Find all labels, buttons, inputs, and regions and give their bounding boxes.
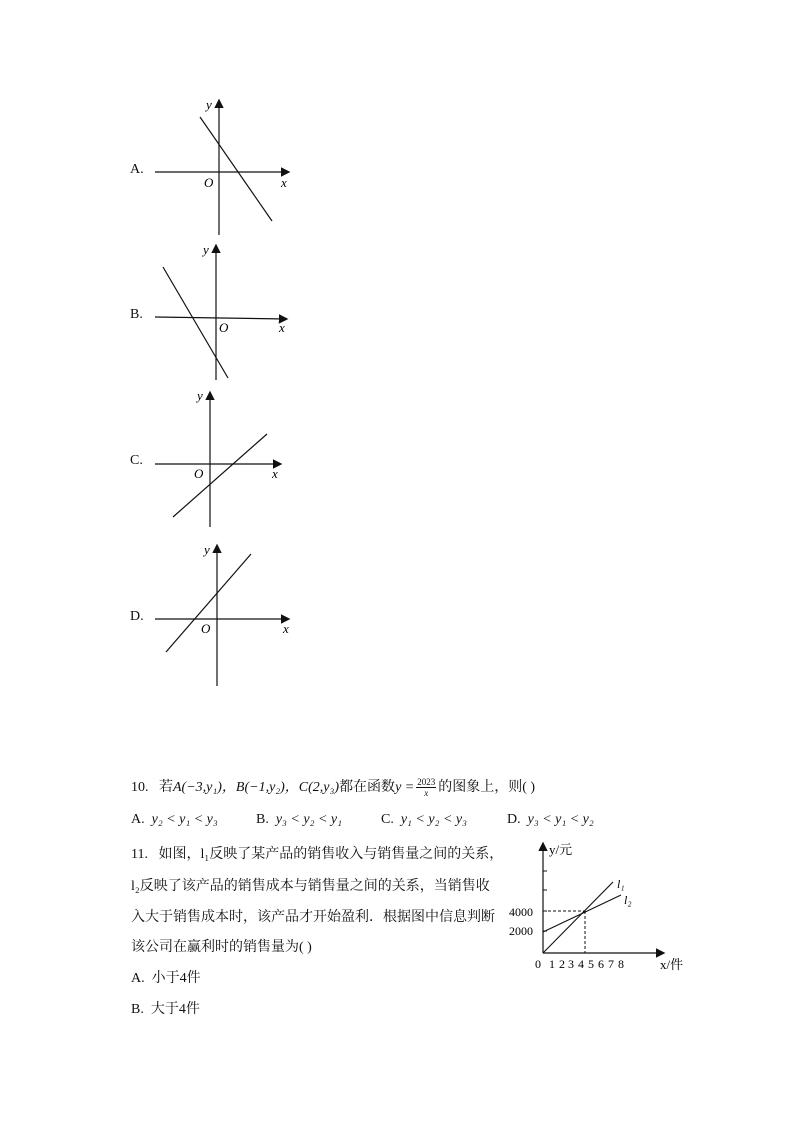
choice-text: y₂ < y₁ < y₃ bbox=[151, 812, 218, 827]
choice-text: y₃ < y₁ < y₂ bbox=[527, 812, 594, 827]
y-axis-title: y/元 bbox=[549, 842, 573, 857]
origin-label: O bbox=[194, 466, 204, 481]
x-tick: 6 bbox=[598, 957, 604, 971]
choice-label: A. bbox=[131, 812, 145, 827]
choice-text: y₃ < y₂ < y₁ bbox=[275, 812, 342, 827]
q11-line-2: l₂反映了该产品的销售成本与销售量之间的关系，当销售收 bbox=[131, 879, 490, 894]
q11-line-1 bbox=[131, 843, 503, 863]
choice-label: B. bbox=[256, 812, 269, 827]
option-d-label: D. bbox=[130, 609, 144, 624]
x-tick: 3 bbox=[568, 957, 574, 971]
choice-text: y₁ < y₂ < y₃ bbox=[400, 812, 467, 827]
x-axis-label: x bbox=[272, 466, 278, 481]
origin-label: 0 bbox=[535, 957, 541, 971]
q10-stem bbox=[131, 776, 535, 798]
l2-label: l₂ bbox=[624, 893, 632, 907]
choice-label: B. bbox=[131, 1002, 144, 1017]
graph-line bbox=[200, 117, 272, 221]
q10-func-lhs: y = bbox=[395, 780, 415, 795]
line-l2 bbox=[543, 895, 621, 932]
q10-choice-d[interactable] bbox=[507, 812, 594, 828]
q11-choice-b[interactable] bbox=[131, 998, 200, 1018]
option-a-graph bbox=[150, 95, 300, 240]
option-c-label: C. bbox=[130, 453, 143, 468]
x-tick: 7 bbox=[608, 957, 614, 971]
graph-line bbox=[166, 554, 251, 652]
y-axis-label: y bbox=[197, 388, 203, 403]
choice-text: 小于4件 bbox=[151, 971, 201, 986]
q10-frac-num: 2023 bbox=[417, 777, 436, 788]
origin-label: O bbox=[219, 320, 229, 335]
option-b-label: B. bbox=[130, 307, 143, 322]
x-tick: 5 bbox=[588, 957, 594, 971]
l1-label: l₁ bbox=[617, 877, 625, 891]
q11-line-4: 该公司在赢利时的销售量为( ) bbox=[131, 940, 312, 955]
x-axis-label: x bbox=[279, 320, 285, 335]
x-axis bbox=[155, 317, 286, 319]
q11-text-1: 如图，l₁反映了某产品的销售收入与销售量之间的关系， bbox=[158, 847, 504, 862]
q10-choice-a[interactable] bbox=[131, 812, 218, 828]
q10-prefix: 若 bbox=[159, 780, 173, 795]
q10-choice-c[interactable] bbox=[381, 812, 467, 828]
option-a-label: A. bbox=[130, 162, 144, 177]
x-axis-title: x/件 bbox=[660, 957, 684, 972]
y-tick-2000: 2000 bbox=[509, 924, 533, 938]
q10-number: 10. bbox=[131, 780, 149, 795]
x-tick: 4 bbox=[578, 957, 584, 971]
x-axis-label: x bbox=[281, 175, 287, 190]
q11-number: 11. bbox=[131, 847, 148, 862]
y-axis-label: y bbox=[206, 97, 212, 112]
choice-label: C. bbox=[381, 812, 394, 827]
x-axis-label: x bbox=[283, 621, 289, 636]
origin-label: O bbox=[204, 175, 214, 190]
choice-label: D. bbox=[507, 812, 521, 827]
option-c-graph bbox=[150, 387, 300, 532]
x-tick: 8 bbox=[618, 957, 624, 971]
q11-line-3: 入大于销售成本时，该产品才开始盈利．根据图中信息判断 bbox=[131, 910, 495, 925]
q10-choice-b[interactable] bbox=[256, 812, 342, 828]
q11-choice-a[interactable] bbox=[131, 967, 201, 987]
option-b-graph bbox=[150, 240, 300, 385]
x-tick: 2 bbox=[559, 957, 565, 971]
origin-label: O bbox=[201, 621, 211, 636]
choice-label: A. bbox=[131, 971, 145, 986]
y-axis-label: y bbox=[203, 242, 209, 257]
q10-frac-den: x bbox=[424, 788, 429, 799]
y-axis-label: y bbox=[204, 542, 210, 557]
graph-line bbox=[173, 434, 267, 517]
q10-points: A(−3,y₁)，B(−1,y₂)，C(2,y₃) bbox=[173, 780, 340, 795]
q11-chart bbox=[505, 838, 700, 978]
q10-suffix: 的图象上，则( ) bbox=[438, 780, 536, 795]
option-d-graph bbox=[150, 540, 300, 690]
q10-middle: 都在函数 bbox=[339, 780, 396, 795]
y-tick-4000: 4000 bbox=[509, 905, 533, 919]
x-tick: 1 bbox=[549, 957, 555, 971]
choice-text: 大于4件 bbox=[150, 1002, 200, 1017]
q10-fraction bbox=[416, 777, 436, 798]
line-l1 bbox=[543, 882, 613, 953]
